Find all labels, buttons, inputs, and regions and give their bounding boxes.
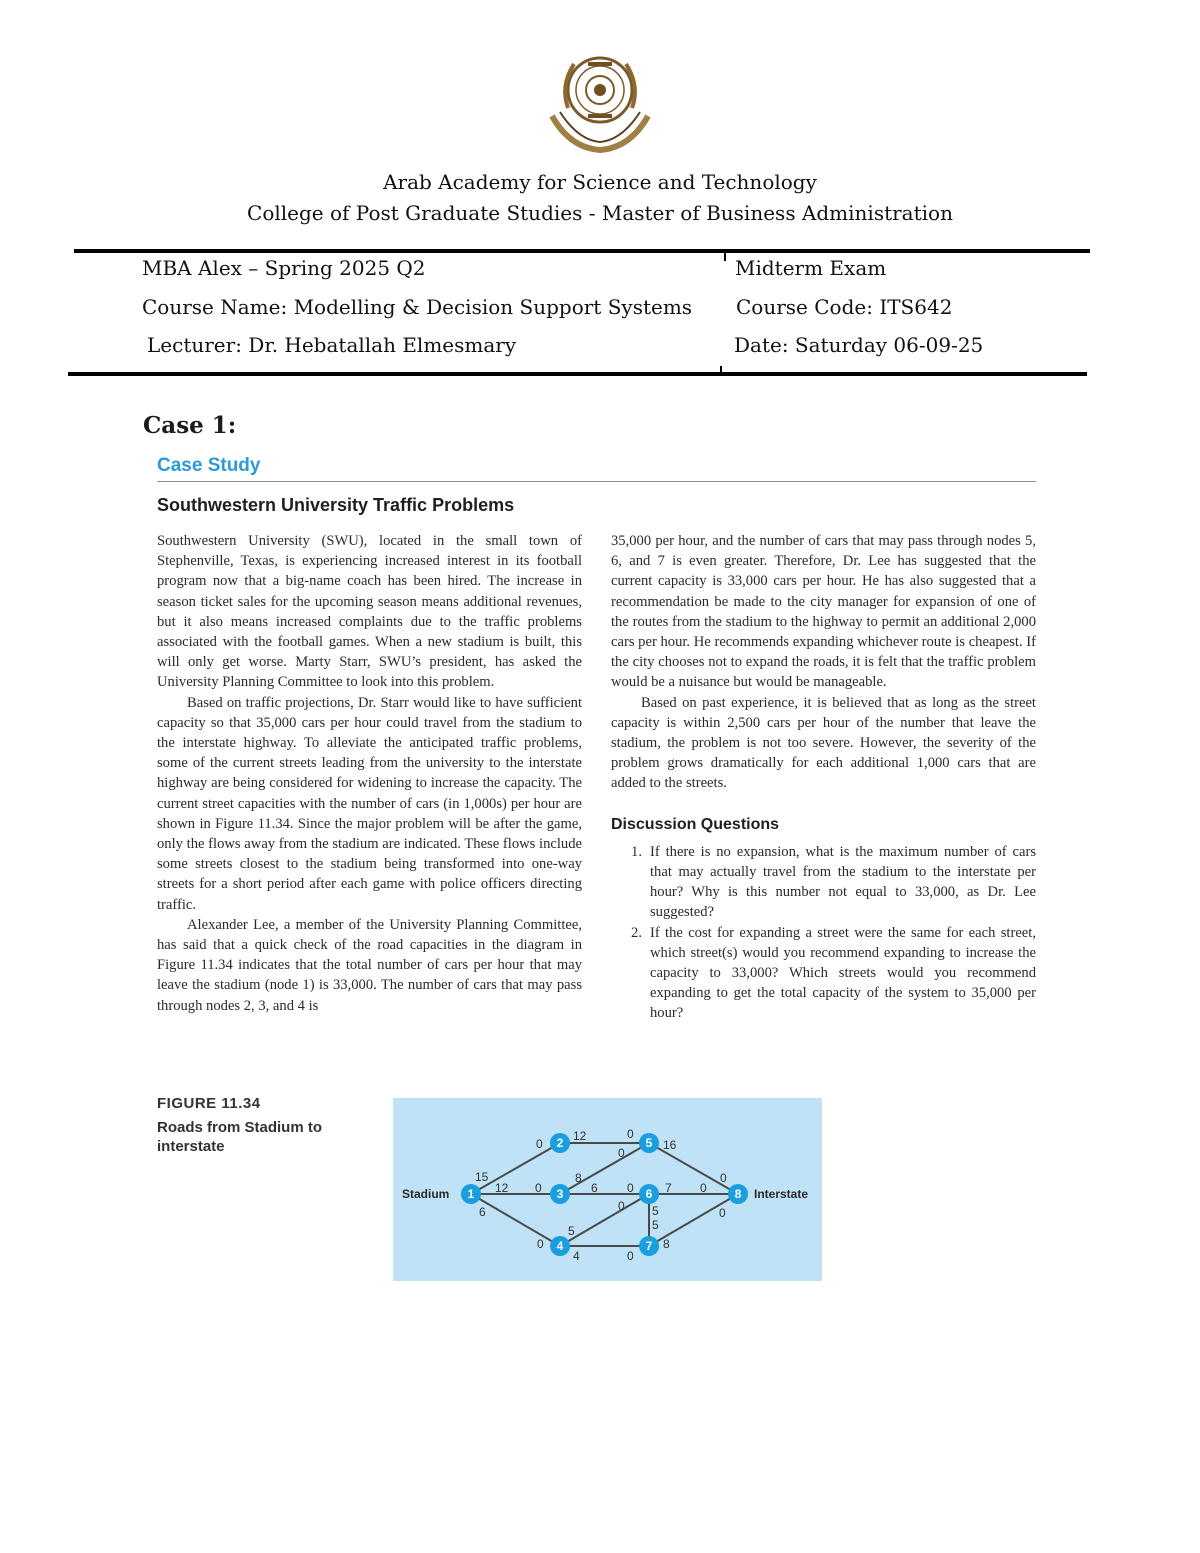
figure-number: FIGURE 11.34 [157, 1095, 261, 1112]
sink-label: Interstate [754, 1187, 809, 1201]
college-name: College of Post Graduate Studies - Master of Business Administration [247, 201, 953, 225]
paragraph: 35,000 per hour, and the number of cars that may pass through nodes 5, 6, and 7 is even greater. Therefore, Dr. Lee has suggested that the current capacity is 33,000 cars per hour. He has also suggested that a recommendation be made to the city manager for expansion of one of the routes from the stadium to the highway to permit an additional 2,000 cars per hour. He recommends expanding whichever route is cheapest. If the city chooses not to expand the roads, it is felt that the traffic problem would be a nuisance but would be manageable. [611, 533, 1036, 691]
question-item [611, 923, 1036, 1024]
capacity-label: 0 [536, 1137, 543, 1151]
figure-caption: Roads from Stadium to interstate [157, 1119, 323, 1155]
question-text: If there is no expansion, what is the maximum number of cars that may actually travel from the stadium to the interstate per hour? Why is this number not equal to 33,000, as Dr. Lee suggested? [650, 843, 1036, 921]
article-column-left [157, 531, 582, 1016]
section-title: Case Study [157, 455, 261, 476]
network-node-6 [639, 1184, 659, 1204]
question-number: 2. [631, 924, 642, 941]
network-node-2 [550, 1133, 570, 1153]
paragraph: Based on traffic projections, Dr. Starr would like to have sufficient capacity so that 35,000 cars per hour could travel from the stadium to the interstate highway. To alleviate the anticipated traffic problems, some of the current streets leading from the university to the interstate highway are being considered for widening to increase the capacity. The current street capacities with the number of cars (in 1,000s) per hour are shown in Figure 11.34. Since the major problem will be after the game, only the flows away from the stadium are indicated. These flows include some streets closest to the stadium being transformed into one-way streets for a short period after each game with police officers directing traffic. [157, 694, 582, 913]
network-node-1 [461, 1184, 481, 1204]
capacity-label: 0 [700, 1181, 707, 1195]
road-edge-4-6 [560, 1194, 649, 1246]
capacity-label: 5 [568, 1224, 575, 1238]
network-node-7 [639, 1236, 659, 1256]
exam-date-label: Date: Saturday 06-09-25 [734, 333, 984, 357]
institution-name: Arab Academy for Science and Technology [383, 170, 817, 194]
network-node-4 [550, 1236, 570, 1256]
course-code-label: Course Code: ITS642 [736, 295, 953, 319]
capacity-label: 6 [591, 1181, 598, 1195]
header-column-divider-top [724, 253, 726, 261]
capacity-label: 12 [573, 1129, 587, 1143]
capacity-label: 0 [618, 1199, 625, 1213]
header-bottom-rule [68, 372, 1087, 376]
capacity-label: 15 [475, 1170, 489, 1184]
road-edge-3-5 [560, 1143, 649, 1194]
capacity-label: 0 [627, 1127, 634, 1141]
node-label: 1 [467, 1187, 475, 1201]
node-label: 4 [556, 1239, 564, 1253]
program-label: MBA Alex – Spring 2025 Q2 [142, 256, 426, 280]
capacity-label: 7 [665, 1181, 672, 1195]
paragraph: Southwestern University (SWU), located in the small town of Stephenville, Texas, is experiencing increased interest in its football program now that a big-name coach has been hired. The increase in season ticket sales for the upcoming season means additional revenues, but it also means increased complaints due to the traffic problems associated with the football games. When a new stadium is built, this will only get worse. Marty Starr, SWU’s president, has asked the University Planning Committee to look into this problem. [157, 533, 582, 691]
academy-emblem-icon [530, 46, 670, 156]
network-node-5 [639, 1133, 659, 1153]
capacity-label: 8 [575, 1171, 582, 1185]
capacity-label: 6 [479, 1205, 486, 1219]
node-label: 8 [734, 1187, 742, 1201]
capacity-label: 0 [627, 1181, 634, 1195]
source-label: Stadium [402, 1187, 450, 1201]
capacity-label: 5 [652, 1204, 659, 1218]
capacity-label: 0 [627, 1249, 634, 1263]
node-label: 6 [645, 1187, 653, 1201]
question-text: If the cost for expanding a street were the same for each street, which street(s) would you recommend expanding to increase the capacity to 33,000? Which streets would you recommend expanding to get the total capacity of the system to 35,000 per hour? [650, 924, 1036, 1022]
course-name-label: Course Name: Modelling & Decision Support Systems [142, 295, 693, 319]
road-edge-1-2 [471, 1143, 560, 1194]
capacity-label: 0 [719, 1206, 726, 1220]
question-item [611, 842, 1036, 923]
section-rule [157, 481, 1036, 482]
capacity-label: 5 [652, 1218, 659, 1232]
road-edge-1-4 [471, 1194, 560, 1246]
capacity-label: 0 [720, 1171, 727, 1185]
capacity-label: 0 [618, 1146, 625, 1160]
node-label: 5 [645, 1136, 653, 1150]
capacity-label: 0 [537, 1237, 544, 1251]
capacity-label: 8 [663, 1237, 670, 1251]
question-number: 1. [631, 843, 642, 860]
paragraph: Alexander Lee, a member of the University Planning Committee, has said that a quick check of the road capacities in the diagram in Figure 11.34 indicates that the total number of cars per hour that may leave the stadium (node 1) is 33,000. The number of cars that may pass through nodes 2, 3, and 4 is [157, 916, 582, 1014]
network-node-8 [728, 1184, 748, 1204]
capacity-label: 4 [573, 1249, 580, 1263]
network-svg [393, 1098, 822, 1281]
capacity-label: 0 [535, 1181, 542, 1195]
article-title: Southwestern University Traffic Problems [157, 495, 515, 515]
network-diagram [393, 1098, 822, 1281]
lecturer-label: Lecturer: Dr. Hebatallah Elmesmary [147, 333, 517, 357]
capacity-label: 12 [495, 1181, 509, 1195]
case-label: Case 1: [143, 412, 237, 439]
capacity-label: 16 [663, 1138, 677, 1152]
node-label: 2 [556, 1136, 564, 1150]
header-top-rule [74, 249, 1090, 253]
exam-type-label: Midterm Exam [735, 256, 887, 280]
discussion-title: Discussion Questions [611, 815, 780, 833]
node-label: 7 [645, 1239, 653, 1253]
network-node-3 [550, 1184, 570, 1204]
paragraph: Based on past experience, it is believed that as long as the street capacity is within 2,500 cars per hour of the number that leave the stadium, the problem is not too severe. However, the severity of the problem grows dramatically for each additional 1,000 cars that are added to the streets. [611, 694, 1036, 792]
node-label: 3 [556, 1187, 564, 1201]
article-column-right [611, 531, 1036, 1024]
